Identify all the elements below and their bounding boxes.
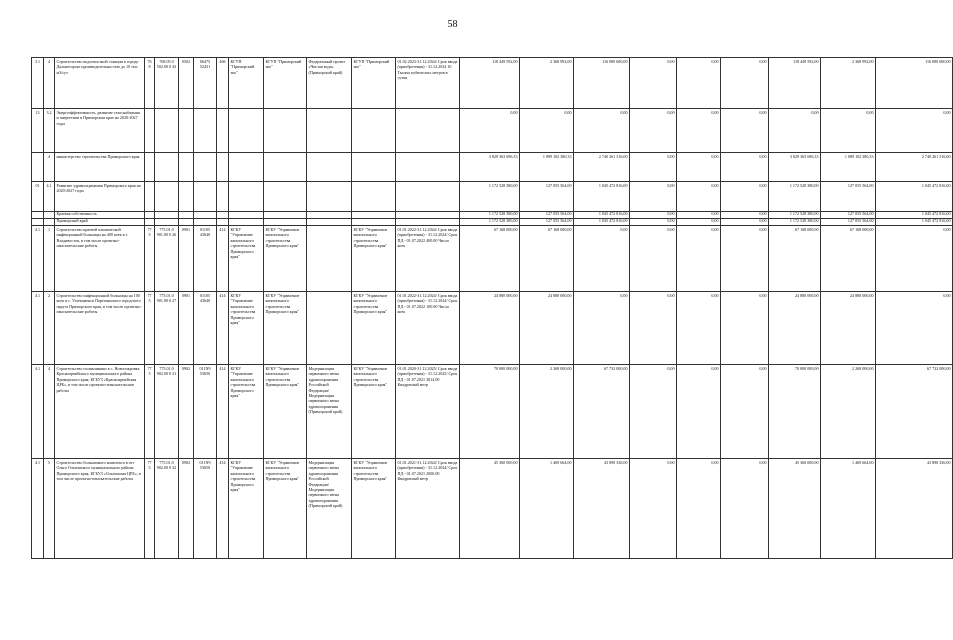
cell-target-article [194, 212, 217, 219]
cell-total-amount: 70 000 000,00 [460, 365, 520, 459]
cell-gr-code [145, 153, 155, 182]
cell-year-2026: 0,00 [677, 459, 721, 559]
cell-total-amount: 1 172 528 380,00 [460, 219, 520, 226]
cell-period-capacity: 01.01.2021-31.12.2024/ Срок ввода (приобретения) - 31.12.2024/ Срок ПД - 01.07.2021 2000.00 Квадратный метр [396, 459, 460, 559]
cell-target-article: 01105 43640 [194, 226, 217, 292]
cell-year-2025: 0,00 [630, 292, 677, 365]
cell-total-amount: 118 449 592,00 [460, 58, 520, 109]
cell-total-repeat: 70 000 000,00 [769, 365, 821, 459]
cell-expense-type [217, 212, 229, 219]
cell-expense-type [217, 219, 229, 226]
cell-target-article [194, 182, 217, 212]
cell-year-2026: 0,00 [677, 153, 721, 182]
cell-expense-type: 466 [217, 58, 229, 109]
cell-total-repeat: 118 449 592,00 [769, 58, 821, 109]
cell-year-2025: 0,00 [630, 212, 677, 219]
cell-kbk-code [155, 182, 179, 212]
cell-object-name: Приморский край [55, 219, 145, 226]
table-row [32, 459, 953, 559]
cell-year-2027: 0,00 [721, 459, 769, 559]
cell-total-amount: 1 172 528 380,00 [460, 212, 520, 219]
cell-repeat-2024: 1 045 472 816,00 [876, 219, 953, 226]
cell-year-2027: 0,00 [721, 292, 769, 365]
cell-year-2027: 0,00 [721, 153, 769, 182]
cell-period-capacity: 01.01.2020-31.12.2025/ Срок ввода (приобретения) - 31.12.2025/ Срок ПД - 01.07.2021 3814.00 Квадратный метр [396, 365, 460, 459]
cell-sub-index: 1 [44, 226, 55, 292]
cell-total-amount: 3 829 363 696,33 [460, 153, 520, 182]
cell-gr-code: 768 [145, 58, 155, 109]
cell-object-name: Строительство краевой клинической инфекционной больницы на 400 коек в г. Владивосток, в том числе проектно-изыскательские работы [55, 226, 145, 292]
cell-national-project [307, 219, 352, 226]
cell-row-index: 01 [32, 182, 44, 212]
cell-gr-code: 775 [145, 292, 155, 365]
cell-section-code: 0901 [179, 292, 194, 365]
cell-year-2023: 127 055 564,00 [520, 219, 574, 226]
cell-object-name: Развитие здравоохранения Приморского края на 2020-2027 годы [55, 182, 145, 212]
cell-expense-type: 414 [217, 292, 229, 365]
cell-section-code: 0902 [179, 365, 194, 459]
cell-sub-index [44, 212, 55, 219]
cell-total-repeat: 3 829 363 696,33 [769, 153, 821, 182]
cell-gr-code: 775 [145, 226, 155, 292]
cell-year-2025: 0,00 [630, 58, 677, 109]
page-number: 58 [447, 19, 458, 30]
cell-recipient [352, 182, 396, 212]
cell-gr-code: 775 [145, 459, 155, 559]
cell-total-repeat: 1 172 528 380,00 [769, 212, 821, 219]
cell-total-repeat: 1 172 528 380,00 [769, 219, 821, 226]
cell-national-project [307, 109, 352, 153]
cell-recipient [352, 153, 396, 182]
cell-recipient [352, 219, 396, 226]
cell-section-code [179, 219, 194, 226]
cell-repeat-2023: 127 055 564,00 [821, 182, 876, 212]
cell-national-project [307, 292, 352, 365]
cell-repeat-2023: 0,00 [821, 109, 876, 153]
cell-row-index: 4.1 [32, 365, 44, 459]
cell-kbk-code: 775.01.0 901.00 0 26 [155, 226, 179, 292]
cell-section-code: 0901 [179, 226, 194, 292]
cell-year-2023: 24 880 000,00 [520, 292, 574, 365]
cell-national-project [307, 182, 352, 212]
cell-gr-code [145, 219, 155, 226]
cell-year-2027: 0,00 [721, 182, 769, 212]
cell-repeat-2024: 116 080 600,00 [876, 58, 953, 109]
cell-developer: КГУП "Приморский эко" [264, 58, 307, 109]
cell-customer: КГКУ "Управление капитального строительства Приморского края" [229, 226, 264, 292]
cell-total-amount: 45 360 000,00 [460, 459, 520, 559]
cell-period-capacity [396, 212, 460, 219]
cell-national-project: Федеральный проект «Чистая вода» (Приморский край) [307, 58, 352, 109]
cell-year-2026: 0,00 [677, 58, 721, 109]
cell-target-article: 01105 43640 [194, 292, 217, 365]
cell-customer [229, 182, 264, 212]
table-row [32, 365, 953, 459]
cell-developer: КГКУ "Управление капитального строительства Приморского края" [264, 292, 307, 365]
cell-period-capacity: 01.01.2022-31.12.2024/ Срок ввода (приобретения) - 31.12.2024/ Срок ПД - 01.07.2022 100.00 Число коек [396, 292, 460, 365]
cell-year-2023: 1 469 664,00 [520, 459, 574, 559]
cell-year-2027: 0,00 [721, 365, 769, 459]
cell-year-2023: 2 368 992,00 [520, 58, 574, 109]
cell-recipient: КГКУ "Управление капитального строительства Приморского края" [352, 365, 396, 459]
table-row [32, 226, 953, 292]
cell-sub-index: 3.2 [44, 109, 55, 153]
cell-object-name: министерство строительства Приморского края [55, 153, 145, 182]
cell-year-2026: 0,00 [677, 292, 721, 365]
cell-national-project [307, 153, 352, 182]
cell-kbk-code: 775.01.0 902.00 0 32 [155, 459, 179, 559]
cell-recipient [352, 109, 396, 153]
cell-national-project: Модернизация первичного звена здравоохранения Российской Федерации/Модернизация первичного звена здравоохранения (Приморский край) [307, 365, 352, 459]
cell-row-index: 3.1 [32, 58, 44, 109]
cell-total-repeat: 24 880 000,00 [769, 292, 821, 365]
cell-year-2025: 0,00 [630, 459, 677, 559]
cell-period-capacity: 01.02.2023-31.12.2024/ Срок ввода (приобретения) - 31.12.2024 10 Тысяча кубических метров в сутки [396, 58, 460, 109]
cell-recipient: КГКУ "Управление капитального строительства Приморского края" [352, 226, 396, 292]
cell-year-2026: 0,00 [677, 365, 721, 459]
cell-year-2024: 0,00 [574, 226, 630, 292]
cell-section-code [179, 212, 194, 219]
cell-year-2024: 2 740 261 316,00 [574, 153, 630, 182]
cell-kbk-code [155, 109, 179, 153]
cell-year-2026: 0,00 [677, 226, 721, 292]
cell-recipient: КГКУ "Управление капитального строительства Приморского края" [352, 459, 396, 559]
cell-expense-type [217, 109, 229, 153]
cell-repeat-2024: 2 740 261 316,00 [876, 153, 953, 182]
cell-repeat-2023: 24 880 000,00 [821, 292, 876, 365]
cell-total-repeat: 67 168 000,00 [769, 226, 821, 292]
cell-period-capacity [396, 153, 460, 182]
cell-total-repeat: 1 172 528 380,00 [769, 182, 821, 212]
cell-section-code [179, 182, 194, 212]
cell-year-2027: 0,00 [721, 219, 769, 226]
cell-object-name: Краевая собственность [55, 212, 145, 219]
cell-row-index: 4.1 [32, 226, 44, 292]
cell-year-2023: 67 168 000,00 [520, 226, 574, 292]
cell-sub-index: 4 [44, 153, 55, 182]
cell-year-2023: 127 055 564,00 [520, 182, 574, 212]
cell-year-2023: 2 268 000,00 [520, 365, 574, 459]
cell-period-capacity: 01.01.2022-31.12.2024/ Срок ввода (приобретения) - 31.12.2024/ Срок ПД - 01.07.2022 400.00 Число коек [396, 226, 460, 292]
cell-year-2027: 0,00 [721, 226, 769, 292]
cell-row-index: 13 [32, 109, 44, 153]
cell-object-name: Строительство больничного комплекса в пгт Ольга Ольгинского муниципального района Приморского края, КГБУЗ «Ольгинская ЦРБ», в том числе проектно-изыскательские работы [55, 459, 145, 559]
cell-recipient: КГКУ "Управление капитального строительства Приморского края" [352, 292, 396, 365]
cell-expense-type: 414 [217, 459, 229, 559]
cell-year-2025: 0,00 [630, 153, 677, 182]
cell-target-article [194, 109, 217, 153]
cell-developer [264, 182, 307, 212]
cell-kbk-code [155, 153, 179, 182]
cell-sub-index: 4 [44, 365, 55, 459]
cell-sub-index [44, 219, 55, 226]
cell-customer [229, 153, 264, 182]
cell-sub-index: 5 [44, 459, 55, 559]
cell-repeat-2024: 1 045 472 816,00 [876, 212, 953, 219]
cell-gr-code [145, 212, 155, 219]
cell-repeat-2023: 127 055 564,00 [821, 212, 876, 219]
cell-repeat-2024: 67 732 000,00 [876, 365, 953, 459]
cell-customer [229, 219, 264, 226]
cell-developer: КГКУ "Управление капитального строительства Приморского края" [264, 365, 307, 459]
cell-year-2024: 116 080 600,00 [574, 58, 630, 109]
cell-year-2026: 0,00 [677, 219, 721, 226]
cell-year-2025: 0,00 [630, 226, 677, 292]
cell-repeat-2024: 0,00 [876, 109, 953, 153]
cell-gr-code: 775 [145, 365, 155, 459]
cell-customer: КГКУ "Управление капитального строительства Приморского края" [229, 365, 264, 459]
cell-repeat-2023: 1 089 102 380,33 [821, 153, 876, 182]
cell-year-2025: 0,00 [630, 109, 677, 153]
table-row [32, 182, 953, 212]
cell-repeat-2024: 0,00 [876, 292, 953, 365]
cell-customer: КГУП "Приморский эко" [229, 58, 264, 109]
cell-customer: КГКУ "Управление капитального строительства Приморского края" [229, 459, 264, 559]
cell-developer [264, 153, 307, 182]
table-row [32, 109, 953, 153]
cell-developer [264, 219, 307, 226]
cell-total-repeat: 45 360 000,00 [769, 459, 821, 559]
cell-customer [229, 212, 264, 219]
cell-kbk-code [155, 212, 179, 219]
cell-sub-index: 2 [44, 292, 55, 365]
cell-sub-index: 4.1 [44, 182, 55, 212]
cell-row-index: 4.1 [32, 459, 44, 559]
cell-total-amount: 1 172 528 380,00 [460, 182, 520, 212]
cell-sub-index: 4 [44, 58, 55, 109]
capital-investment-table [31, 57, 953, 559]
cell-target-article: 011N9 53650 [194, 459, 217, 559]
cell-year-2027: 0,00 [721, 109, 769, 153]
cell-kbk-code: 775.01.0 901.00 0 27 [155, 292, 179, 365]
cell-period-capacity [396, 182, 460, 212]
cell-target-article: 06475 52431 [194, 58, 217, 109]
cell-section-code [179, 153, 194, 182]
cell-recipient: КГУП "Приморский эко" [352, 58, 396, 109]
cell-expense-type [217, 182, 229, 212]
cell-repeat-2023: 67 168 000,00 [821, 226, 876, 292]
summary-row [32, 219, 953, 226]
cell-year-2026: 0,00 [677, 109, 721, 153]
cell-repeat-2023: 1 469 664,00 [821, 459, 876, 559]
cell-object-name: Строительство водоочистной станции в городе Дальнегорске производительностью до 10 тыс. м3/сут. [55, 58, 145, 109]
cell-year-2024: 1 045 472 816,00 [574, 219, 630, 226]
cell-section-code: 0902 [179, 459, 194, 559]
cell-year-2023: 127 055 564,00 [520, 212, 574, 219]
cell-object-name: Энергоэффективность, развитие газоснабжения и энергетики в Приморском крае на 2020-2027 годы [55, 109, 145, 153]
table-body [32, 58, 953, 559]
cell-customer: КГКУ "Управление капитального строительства Приморского края" [229, 292, 264, 365]
cell-customer [229, 109, 264, 153]
cell-kbk-code [155, 219, 179, 226]
cell-row-index: 4.1 [32, 292, 44, 365]
table-row [32, 58, 953, 109]
cell-period-capacity [396, 109, 460, 153]
cell-year-2026: 0,00 [677, 212, 721, 219]
cell-object-name: Строительство инфекционной больницы на 100 коек в с. Углекаменск Партизанского городского округа Приморского края, в том числе проектно-изыскательские работы [55, 292, 145, 365]
cell-national-project: Модернизация первичного звена здравоохранения Российской Федерации/Модернизация первичного звена здравоохранения (Приморский край) [307, 459, 352, 559]
cell-row-index [32, 212, 44, 219]
cell-repeat-2024: 43 890 336,00 [876, 459, 953, 559]
cell-year-2024: 67 732 000,00 [574, 365, 630, 459]
cell-developer [264, 212, 307, 219]
cell-total-repeat: 0,00 [769, 109, 821, 153]
cell-total-amount: 0,00 [460, 109, 520, 153]
cell-total-amount: 67 168 000,00 [460, 226, 520, 292]
cell-expense-type: 414 [217, 226, 229, 292]
cell-expense-type [217, 153, 229, 182]
cell-repeat-2024: 0,00 [876, 226, 953, 292]
cell-kbk-code: 768.05.0 502.00 0 43 [155, 58, 179, 109]
cell-repeat-2023: 2 268 000,00 [821, 365, 876, 459]
cell-developer: КГКУ "Управление капитального строительства Приморского края" [264, 226, 307, 292]
cell-year-2026: 0,00 [677, 182, 721, 212]
cell-row-index [32, 219, 44, 226]
cell-year-2025: 0,00 [630, 219, 677, 226]
cell-year-2024: 43 890 336,00 [574, 459, 630, 559]
cell-year-2027: 0,00 [721, 58, 769, 109]
cell-object-name: Строительство поликлиники в с. Новопокровка Красноармейского муниципального района Приморского края, КГБУЗ «Красноармейская ЦРБ», в том числе проектно-изыскательские работы [55, 365, 145, 459]
cell-repeat-2023: 2 368 992,00 [821, 58, 876, 109]
table-row [32, 153, 953, 182]
cell-expense-type: 414 [217, 365, 229, 459]
cell-target-article [194, 219, 217, 226]
cell-row-index [32, 153, 44, 182]
table-row [32, 292, 953, 365]
cell-kbk-code: 775.01.0 902.00 0 31 [155, 365, 179, 459]
cell-gr-code [145, 109, 155, 153]
cell-section-code [179, 109, 194, 153]
cell-national-project [307, 212, 352, 219]
cell-year-2024: 0,00 [574, 292, 630, 365]
cell-year-2025: 0,00 [630, 182, 677, 212]
cell-national-project [307, 226, 352, 292]
cell-developer [264, 109, 307, 153]
cell-year-2024: 1 045 472 816,00 [574, 182, 630, 212]
cell-target-article [194, 153, 217, 182]
cell-gr-code [145, 182, 155, 212]
cell-repeat-2024: 1 045 472 816,00 [876, 182, 953, 212]
cell-recipient [352, 212, 396, 219]
cell-period-capacity [396, 219, 460, 226]
cell-year-2025: 0,00 [630, 365, 677, 459]
cell-year-2024: 0,00 [574, 109, 630, 153]
cell-year-2024: 1 045 472 816,00 [574, 212, 630, 219]
cell-developer: КГКУ "Управление капитального строительства Приморского края" [264, 459, 307, 559]
cell-year-2023: 0,00 [520, 109, 574, 153]
cell-repeat-2023: 127 055 564,00 [821, 219, 876, 226]
cell-total-amount: 24 880 000,00 [460, 292, 520, 365]
cell-section-code: 0502 [179, 58, 194, 109]
cell-year-2027: 0,00 [721, 212, 769, 219]
cell-target-article: 011N9 53650 [194, 365, 217, 459]
cell-year-2023: 1 089 102 380,33 [520, 153, 574, 182]
